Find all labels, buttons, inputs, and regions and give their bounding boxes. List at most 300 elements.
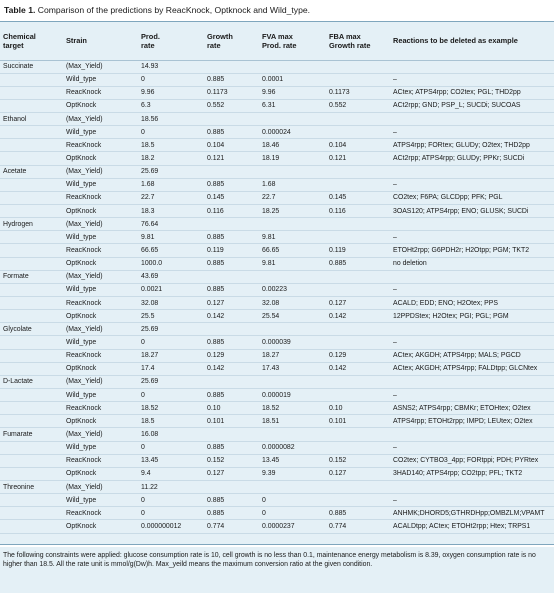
cell-growth-rate: 0.121: [204, 152, 259, 165]
cell-strain: Wild_type: [63, 231, 138, 244]
cell-strain: OptKnock: [63, 362, 138, 375]
table-row: [0, 60, 554, 73]
cell-reactions: –: [390, 283, 554, 296]
header-line: FVA max: [262, 31, 293, 41]
cell-chemical: [0, 86, 63, 99]
cell-fva-max: 0.0000237: [259, 520, 326, 533]
cell-fba-max: [326, 73, 390, 86]
cell-fba-max: [326, 113, 390, 126]
cell-chemical: [0, 520, 63, 533]
cell-growth-rate: 0.152: [204, 454, 259, 467]
cell-reactions: ANHMK;DHORD5;GTHRDHpp;OMBZLM;VPAMT: [390, 507, 554, 520]
cell-fva-max: [259, 375, 326, 388]
cell-prod-rate: 14.93: [138, 60, 204, 73]
header-growth-rate: [204, 22, 259, 60]
cell-fba-max: 0.121: [326, 152, 390, 165]
header-line: Prod. rate: [262, 40, 297, 50]
table-row: [0, 415, 554, 428]
cell-reactions: –: [390, 494, 554, 507]
cell-chemical: Threonine: [0, 481, 63, 494]
cell-fva-max: 22.7: [259, 191, 326, 204]
cell-prod-rate: 0: [138, 73, 204, 86]
table-row: [0, 231, 554, 244]
cell-prod-rate: 18.5: [138, 415, 204, 428]
cell-fba-max: 0.129: [326, 349, 390, 362]
header-line: Growth rate: [329, 40, 371, 50]
cell-growth-rate: [204, 375, 259, 388]
cell-fba-max: 0.885: [326, 507, 390, 520]
table-row: [0, 349, 554, 362]
cell-prod-rate: 1000.0: [138, 257, 204, 270]
cell-growth-rate: 0.885: [204, 126, 259, 139]
header-line: Prod.: [141, 31, 160, 41]
cell-growth-rate: 0.101: [204, 415, 259, 428]
cell-growth-rate: 0.885: [204, 257, 259, 270]
cell-prod-rate: 0: [138, 507, 204, 520]
table-row: [0, 467, 554, 480]
cell-fva-max: 9.81: [259, 231, 326, 244]
cell-reactions: [390, 218, 554, 231]
cell-growth-rate: 0.104: [204, 139, 259, 152]
cell-strain: Wild_type: [63, 73, 138, 86]
cell-growth-rate: 0.129: [204, 349, 259, 362]
header-line: rate: [207, 40, 221, 50]
table-row: [0, 283, 554, 296]
cell-strain: (Max_Yield): [63, 218, 138, 231]
header-line: FBA max: [329, 31, 361, 41]
cell-chemical: Hydrogen: [0, 218, 63, 231]
cell-reactions: ATPS4rpp; ETOHt2rpp; IMPD; LEUtex; O2tex: [390, 415, 554, 428]
cell-fva-max: 0.0000082: [259, 441, 326, 454]
table-row: [0, 244, 554, 257]
cell-prod-rate: 16.08: [138, 428, 204, 441]
cell-growth-rate: [204, 60, 259, 73]
table-row: [0, 218, 554, 231]
cell-fba-max: [326, 270, 390, 283]
cell-prod-rate: 18.56: [138, 113, 204, 126]
table-body: [0, 60, 554, 533]
cell-reactions: –: [390, 441, 554, 454]
cell-strain: (Max_Yield): [63, 60, 138, 73]
cell-growth-rate: [204, 481, 259, 494]
cell-strain: Wild_type: [63, 494, 138, 507]
cell-reactions: –: [390, 126, 554, 139]
cell-fba-max: [326, 165, 390, 178]
cell-chemical: [0, 349, 63, 362]
cell-growth-rate: 0.885: [204, 336, 259, 349]
cell-reactions: ACt2rpp; GND; PSP_L; SUCDi; SUCOAS: [390, 99, 554, 112]
cell-prod-rate: 13.45: [138, 454, 204, 467]
cell-strain: (Max_Yield): [63, 270, 138, 283]
cell-strain: ReacKnock: [63, 349, 138, 362]
cell-fba-max: 0.1173: [326, 86, 390, 99]
cell-fba-max: [326, 323, 390, 336]
cell-fva-max: 13.45: [259, 454, 326, 467]
header-line: target: [3, 40, 24, 50]
cell-reactions: –: [390, 389, 554, 402]
table-row: [0, 152, 554, 165]
cell-fva-max: 18.52: [259, 402, 326, 415]
cell-chemical: [0, 454, 63, 467]
cell-fva-max: 17.43: [259, 362, 326, 375]
cell-growth-rate: 0.145: [204, 191, 259, 204]
cell-strain: (Max_Yield): [63, 323, 138, 336]
cell-growth-rate: 0.142: [204, 310, 259, 323]
cell-strain: OptKnock: [63, 257, 138, 270]
cell-strain: Wild_type: [63, 178, 138, 191]
cell-prod-rate: 76.64: [138, 218, 204, 231]
cell-chemical: [0, 494, 63, 507]
table-row: [0, 310, 554, 323]
cell-reactions: [390, 481, 554, 494]
cell-prod-rate: 0: [138, 494, 204, 507]
cell-reactions: [390, 428, 554, 441]
table-row: [0, 441, 554, 454]
cell-fva-max: 9.81: [259, 257, 326, 270]
table-row: [0, 507, 554, 520]
cell-growth-rate: [204, 218, 259, 231]
cell-prod-rate: 18.52: [138, 402, 204, 415]
table-row: [0, 86, 554, 99]
table-row: [0, 375, 554, 388]
table-row: [0, 205, 554, 218]
cell-growth-rate: 0.885: [204, 389, 259, 402]
cell-chemical: [0, 507, 63, 520]
cell-prod-rate: 25.5: [138, 310, 204, 323]
cell-chemical: [0, 126, 63, 139]
table-row: [0, 139, 554, 152]
cell-strain: (Max_Yield): [63, 113, 138, 126]
cell-fba-max: 0.104: [326, 139, 390, 152]
cell-fba-max: [326, 231, 390, 244]
cell-fba-max: 0.127: [326, 467, 390, 480]
cell-fba-max: 0.101: [326, 415, 390, 428]
cell-chemical: [0, 336, 63, 349]
header-fba-max: [326, 22, 390, 60]
cell-fba-max: [326, 494, 390, 507]
cell-reactions: ACtex; ATPS4rpp; CO2tex; PGL; THD2pp: [390, 86, 554, 99]
table-caption: [0, 0, 554, 21]
cell-chemical: Formate: [0, 270, 63, 283]
cell-reactions: –: [390, 73, 554, 86]
cell-chemical: Glycolate: [0, 323, 63, 336]
cell-chemical: [0, 415, 63, 428]
cell-growth-rate: 0.774: [204, 520, 259, 533]
cell-fva-max: 66.65: [259, 244, 326, 257]
cell-fba-max: [326, 375, 390, 388]
cell-strain: Wild_type: [63, 389, 138, 402]
cell-fva-max: 0.000039: [259, 336, 326, 349]
cell-fba-max: 0.142: [326, 362, 390, 375]
cell-fba-max: 0.552: [326, 99, 390, 112]
cell-prod-rate: 22.7: [138, 191, 204, 204]
cell-reactions: CO2tex; CYTBO3_4pp; FORtppi; PDH; PYRtex: [390, 454, 554, 467]
cell-reactions: ACALD; EDD; ENO; H2Otex; PPS: [390, 297, 554, 310]
cell-strain: OptKnock: [63, 152, 138, 165]
cell-reactions: [390, 113, 554, 126]
table-row: [0, 428, 554, 441]
table-row: [0, 454, 554, 467]
cell-reactions: –: [390, 231, 554, 244]
cell-prod-rate: 6.3: [138, 99, 204, 112]
cell-strain: Wild_type: [63, 283, 138, 296]
cell-reactions: [390, 165, 554, 178]
table-row: [0, 520, 554, 533]
cell-prod-rate: 11.22: [138, 481, 204, 494]
cell-reactions: [390, 323, 554, 336]
cell-prod-rate: 18.5: [138, 139, 204, 152]
cell-fba-max: 0.116: [326, 205, 390, 218]
cell-strain: ReacKnock: [63, 191, 138, 204]
cell-chemical: [0, 389, 63, 402]
cell-chemical: D-Lactate: [0, 375, 63, 388]
cell-fba-max: [326, 60, 390, 73]
cell-reactions: ATPS4rpp; FORtex; GLUDy; O2tex; THD2pp: [390, 139, 554, 152]
cell-growth-rate: 0.885: [204, 73, 259, 86]
header-fva-max: [259, 22, 326, 60]
cell-growth-rate: 0.127: [204, 467, 259, 480]
cell-fva-max: [259, 481, 326, 494]
table-caption-text: Comparison of the predictions by ReacKnock, Optknock and Wild_type.: [37, 5, 311, 15]
cell-reactions: 3HAD140; ATPS4rpp; CO2tpp; PFL; TKT2: [390, 467, 554, 480]
cell-strain: (Max_Yield): [63, 428, 138, 441]
cell-strain: OptKnock: [63, 99, 138, 112]
cell-fva-max: [259, 428, 326, 441]
cell-reactions: –: [390, 336, 554, 349]
cell-strain: (Max_Yield): [63, 165, 138, 178]
header-line: Chemical: [3, 31, 36, 41]
cell-chemical: [0, 297, 63, 310]
cell-chemical: [0, 402, 63, 415]
cell-fva-max: 18.19: [259, 152, 326, 165]
cell-reactions: ASNS2; ATPS4rpp; CBMKr; ETOHtex; O2tex: [390, 402, 554, 415]
cell-growth-rate: [204, 323, 259, 336]
cell-strain: Wild_type: [63, 126, 138, 139]
cell-reactions: CO2tex; F6PA; GLCDpp; PFK; PGL: [390, 191, 554, 204]
header-line: Strain: [66, 36, 87, 46]
table-row: [0, 336, 554, 349]
cell-prod-rate: 0: [138, 126, 204, 139]
cell-fba-max: [326, 336, 390, 349]
cell-strain: Wild_type: [63, 336, 138, 349]
cell-chemical: [0, 362, 63, 375]
cell-chemical: [0, 283, 63, 296]
cell-fva-max: [259, 270, 326, 283]
cell-fba-max: 0.127: [326, 297, 390, 310]
cell-prod-rate: 32.08: [138, 297, 204, 310]
cell-strain: OptKnock: [63, 205, 138, 218]
cell-prod-rate: 9.81: [138, 231, 204, 244]
table-row: [0, 257, 554, 270]
cell-growth-rate: 0.885: [204, 441, 259, 454]
cell-prod-rate: 9.96: [138, 86, 204, 99]
cell-strain: (Max_Yield): [63, 481, 138, 494]
cell-fva-max: 32.08: [259, 297, 326, 310]
cell-reactions: ACtex; AKGDH; ATPS4rpp; FALDtpp; GLCNtex: [390, 362, 554, 375]
cell-reactions: ETOHt2rpp; G6PDH2r; H2Otpp; PGM; TKT2: [390, 244, 554, 257]
cell-fva-max: 0: [259, 494, 326, 507]
cell-fva-max: 0.000024: [259, 126, 326, 139]
cell-fba-max: 0.145: [326, 191, 390, 204]
header-line: Reactions to be deleted as example: [393, 36, 518, 46]
table-row: [0, 113, 554, 126]
table-row: [0, 481, 554, 494]
table-row: [0, 191, 554, 204]
table-row: [0, 494, 554, 507]
cell-reactions: 3OAS120; ATPS4rpp; ENO; GLUSK; SUCDi: [390, 205, 554, 218]
cell-strain: OptKnock: [63, 415, 138, 428]
cell-chemical: [0, 205, 63, 218]
cell-fba-max: [326, 218, 390, 231]
cell-chemical: [0, 467, 63, 480]
cell-chemical: [0, 257, 63, 270]
cell-strain: ReacKnock: [63, 244, 138, 257]
table-row: [0, 297, 554, 310]
cell-chemical: Ethanol: [0, 113, 63, 126]
cell-fba-max: 0.119: [326, 244, 390, 257]
cell-fva-max: 0.000019: [259, 389, 326, 402]
cell-strain: ReacKnock: [63, 139, 138, 152]
cell-strain: OptKnock: [63, 467, 138, 480]
cell-fba-max: 0.885: [326, 257, 390, 270]
cell-growth-rate: 0.885: [204, 283, 259, 296]
cell-reactions: 12PPDStex; H2Otex; PGI; PGL; PGM: [390, 310, 554, 323]
cell-chemical: [0, 99, 63, 112]
cell-growth-rate: 0.885: [204, 494, 259, 507]
cell-fva-max: 6.31: [259, 99, 326, 112]
cell-chemical: [0, 152, 63, 165]
cell-reactions: –: [390, 178, 554, 191]
table-row: [0, 362, 554, 375]
cell-fva-max: 0.0001: [259, 73, 326, 86]
cell-growth-rate: 0.127: [204, 297, 259, 310]
cell-strain: ReacKnock: [63, 86, 138, 99]
cell-prod-rate: 18.27: [138, 349, 204, 362]
table-row: [0, 323, 554, 336]
cell-chemical: [0, 191, 63, 204]
cell-fba-max: 0.152: [326, 454, 390, 467]
cell-prod-rate: 0: [138, 336, 204, 349]
cell-fba-max: 0.10: [326, 402, 390, 415]
cell-growth-rate: 0.552: [204, 99, 259, 112]
header-line: rate: [141, 40, 155, 50]
cell-prod-rate: 0.0021: [138, 283, 204, 296]
cell-prod-rate: 0: [138, 389, 204, 402]
cell-prod-rate: 1.68: [138, 178, 204, 191]
cell-reactions: ACtex; AKGDH; ATPS4rpp; MALS; PGCD: [390, 349, 554, 362]
cell-growth-rate: [204, 270, 259, 283]
cell-fba-max: [326, 126, 390, 139]
cell-prod-rate: 18.3: [138, 205, 204, 218]
cell-reactions: ACALDtpp; ACtex; ETOHt2rpp; Htex; TRPS1: [390, 520, 554, 533]
cell-fba-max: [326, 428, 390, 441]
table-row: [0, 389, 554, 402]
cell-chemical: [0, 310, 63, 323]
table-container: [0, 21, 554, 545]
cell-fba-max: [326, 389, 390, 402]
cell-fva-max: 18.51: [259, 415, 326, 428]
cell-prod-rate: 0: [138, 441, 204, 454]
cell-growth-rate: [204, 113, 259, 126]
table-row: [0, 99, 554, 112]
cell-fba-max: [326, 481, 390, 494]
cell-fva-max: 1.68: [259, 178, 326, 191]
table-caption-label: Table 1.: [4, 5, 36, 15]
cell-reactions: [390, 60, 554, 73]
cell-fva-max: 18.25: [259, 205, 326, 218]
table-row: [0, 178, 554, 191]
table-header: [0, 22, 554, 60]
cell-prod-rate: 66.65: [138, 244, 204, 257]
header-row: [0, 22, 554, 60]
table-row: [0, 165, 554, 178]
table-row: [0, 73, 554, 86]
cell-chemical: Acetate: [0, 165, 63, 178]
cell-growth-rate: 0.885: [204, 178, 259, 191]
table-row: [0, 270, 554, 283]
cell-strain: ReacKnock: [63, 507, 138, 520]
cell-growth-rate: 0.119: [204, 244, 259, 257]
cell-growth-rate: [204, 428, 259, 441]
cell-strain: ReacKnock: [63, 454, 138, 467]
header-strain: [63, 22, 138, 60]
header-line: Growth: [207, 31, 233, 41]
cell-chemical: Fumarate: [0, 428, 63, 441]
cell-fba-max: 0.142: [326, 310, 390, 323]
cell-prod-rate: 25.69: [138, 165, 204, 178]
table-row: [0, 126, 554, 139]
header-chemical-target: [0, 22, 63, 60]
cell-growth-rate: 0.1173: [204, 86, 259, 99]
cell-fva-max: [259, 60, 326, 73]
cell-chemical: Succinate: [0, 60, 63, 73]
cell-fva-max: 18.27: [259, 349, 326, 362]
cell-growth-rate: 0.116: [204, 205, 259, 218]
cell-chemical: [0, 441, 63, 454]
cell-strain: OptKnock: [63, 310, 138, 323]
cell-fva-max: 0: [259, 507, 326, 520]
cell-strain: ReacKnock: [63, 402, 138, 415]
cell-strain: Wild_type: [63, 441, 138, 454]
cell-prod-rate: 25.69: [138, 375, 204, 388]
cell-fva-max: 25.54: [259, 310, 326, 323]
comparison-table: [0, 22, 554, 534]
cell-prod-rate: 0.000000012: [138, 520, 204, 533]
cell-growth-rate: 0.885: [204, 231, 259, 244]
cell-chemical: [0, 244, 63, 257]
cell-prod-rate: 17.4: [138, 362, 204, 375]
cell-chemical: [0, 231, 63, 244]
header-reactions: [390, 22, 554, 60]
cell-fva-max: 9.39: [259, 467, 326, 480]
cell-reactions: [390, 270, 554, 283]
cell-fba-max: [326, 178, 390, 191]
cell-reactions: ACt2rpp; ATPS4rpp; GLUDy; PPKr; SUCDi: [390, 152, 554, 165]
cell-fva-max: 0.00223: [259, 283, 326, 296]
cell-chemical: [0, 178, 63, 191]
cell-reactions: [390, 375, 554, 388]
cell-prod-rate: 9.4: [138, 467, 204, 480]
cell-fva-max: [259, 218, 326, 231]
cell-strain: OptKnock: [63, 520, 138, 533]
cell-fva-max: 18.46: [259, 139, 326, 152]
cell-growth-rate: 0.885: [204, 507, 259, 520]
cell-fba-max: [326, 283, 390, 296]
cell-chemical: [0, 139, 63, 152]
cell-prod-rate: 43.69: [138, 270, 204, 283]
cell-reactions: no deletion: [390, 257, 554, 270]
cell-fva-max: [259, 323, 326, 336]
